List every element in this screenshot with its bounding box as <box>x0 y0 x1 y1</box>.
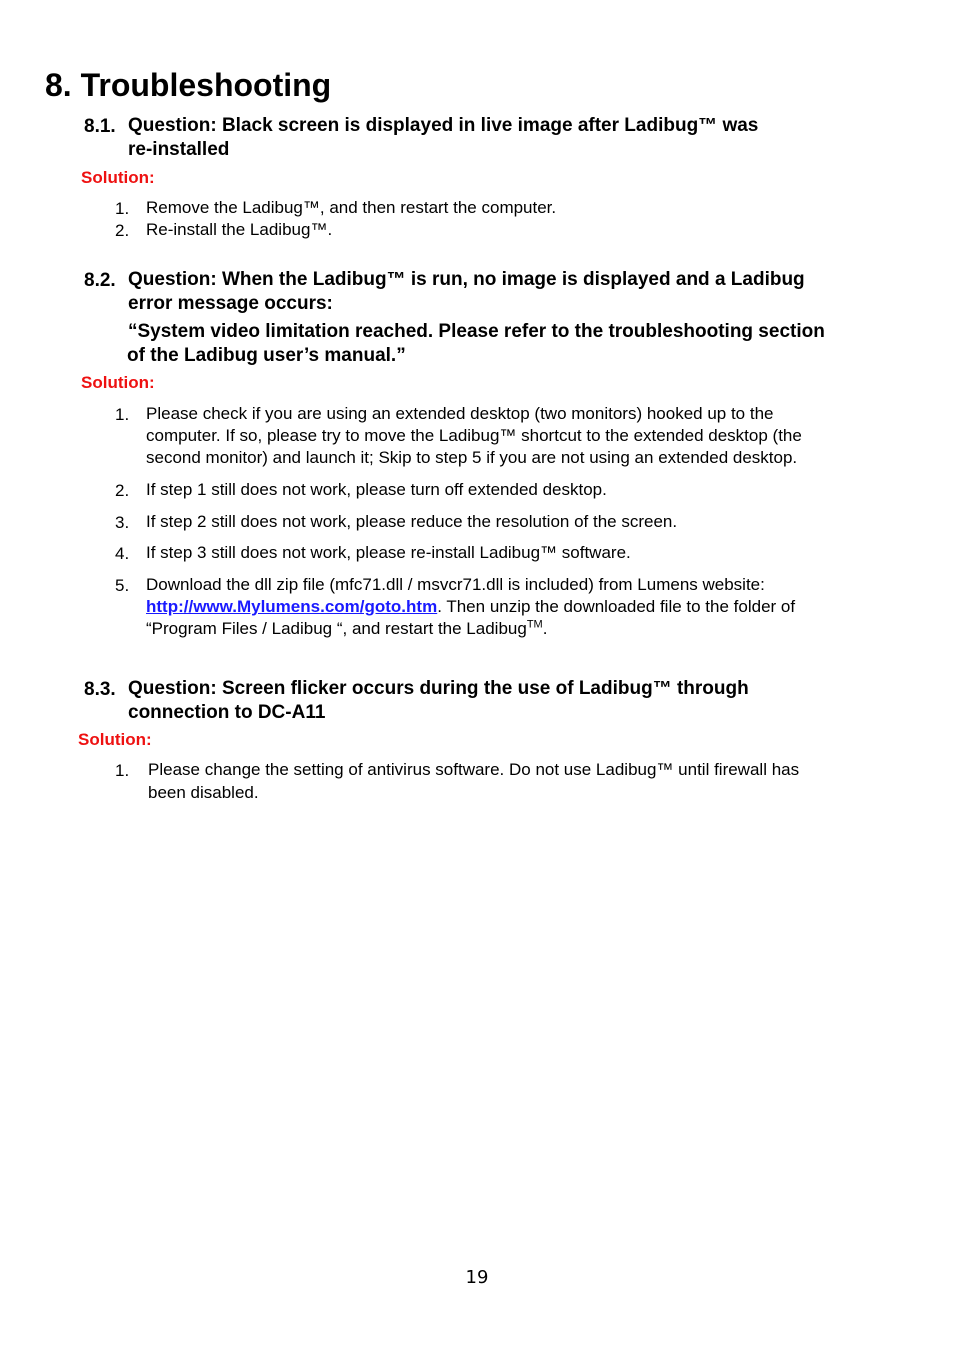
step-number: 2. <box>115 221 130 240</box>
question-line: Question: Screen flicker occurs during the use of Ladibug™ through <box>128 678 749 699</box>
section-number: 8.2. <box>84 270 116 291</box>
error-quote-line: of the Ladibug user’s manual.” <box>127 345 406 366</box>
page-title: 8. Troubleshooting <box>45 67 332 103</box>
step-text-with-link <box>146 596 795 618</box>
step-text: Re-install the Ladibug™. <box>146 220 333 239</box>
question-line: re-installed <box>128 139 230 160</box>
trademark-superscript: TM <box>526 618 543 631</box>
step-text: If step 3 still does not work, please re-install Ladibug™ software. <box>146 543 631 562</box>
step-text-end: . <box>542 619 548 638</box>
step-text <box>146 618 547 640</box>
step-text: If step 2 still does not work, please reduce the resolution of the screen. <box>146 512 678 531</box>
step-text: If step 1 still does not work, please turn off extended desktop. <box>146 480 607 499</box>
question-line: error message occurs: <box>128 293 333 314</box>
solution-label: Solution: <box>81 168 155 187</box>
step-number: 4. <box>115 544 130 563</box>
solution-label: Solution: <box>78 730 152 749</box>
step-number: 5. <box>115 576 130 595</box>
lumens-website-link[interactable]: http://www.Mylumens.com/goto.htm <box>146 597 438 616</box>
page-number: 19 <box>465 1267 489 1288</box>
step-text: Please check if you are using an extended desktop (two monitors) hooked up to the <box>146 404 774 423</box>
question-line: Question: When the Ladibug™ is run, no image is displayed and a Ladibug <box>128 269 805 290</box>
step-text: Download the dll zip file (mfc71.dll / msvcr71.dll is included) from Lumens website: <box>146 575 765 594</box>
step-text: computer. If so, please try to move the Ladibug™ shortcut to the extended desktop (the <box>146 426 802 445</box>
step-number: 3. <box>115 513 130 532</box>
step-text: been disabled. <box>148 783 259 802</box>
section-number: 8.3. <box>84 679 116 700</box>
step-text: Remove the Ladibug™, and then restart the computer. <box>146 198 557 217</box>
step-number: 1. <box>115 405 130 424</box>
section-number: 8.1. <box>84 116 116 137</box>
step-number: 1. <box>115 761 130 780</box>
step-number: 1. <box>115 199 130 218</box>
solution-label: Solution: <box>81 373 155 392</box>
step-text-part: “Program Files / Ladibug “, and restart the Ladibug <box>146 619 527 638</box>
error-quote-line: “System video limitation reached. Please refer to the troubleshooting section <box>128 321 825 342</box>
step-text: second monitor) and launch it; Skip to step 5 if you are not using an extended desktop. <box>146 448 798 467</box>
question-line: connection to DC-A11 <box>128 702 326 723</box>
question-line: Question: Black screen is displayed in live image after Ladibug™ was <box>128 115 759 136</box>
step-text: Please change the setting of antivirus software. Do not use Ladibug™ until firewall has <box>148 760 800 779</box>
step-text: . Then unzip the downloaded file to the folder of <box>437 597 796 616</box>
step-number: 2. <box>115 481 130 500</box>
